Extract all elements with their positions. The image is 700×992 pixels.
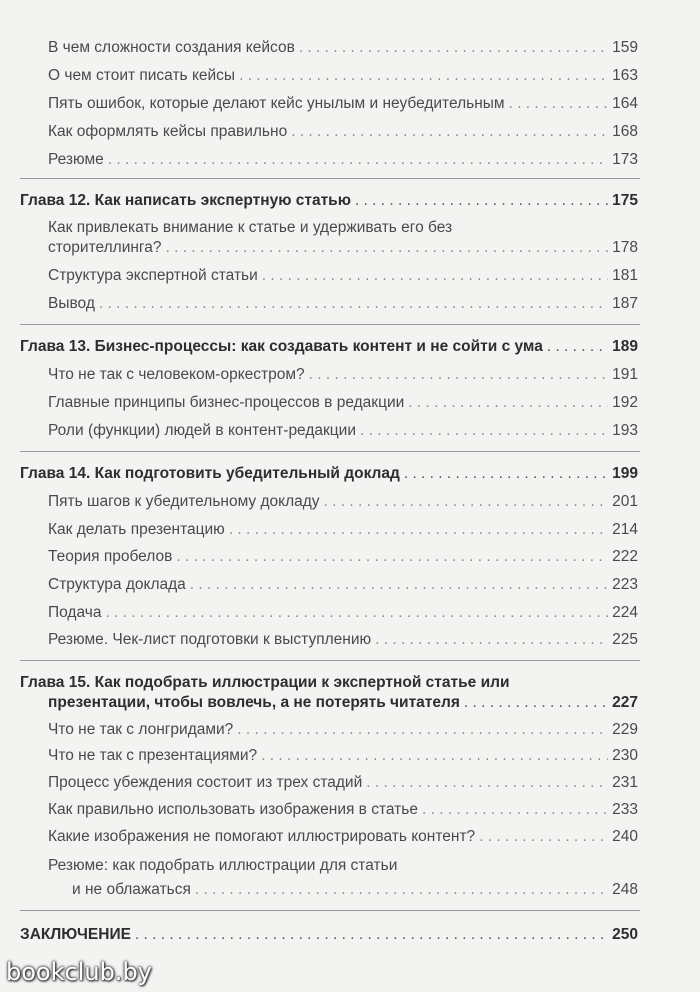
toc-entry[interactable] xyxy=(48,720,638,740)
toc-entry-title: Как оформлять кейсы правильно xyxy=(48,123,288,140)
toc-entry[interactable] xyxy=(48,492,638,512)
dot-leader xyxy=(324,492,609,512)
toc-entry-title: Что не так с человеком-оркестром? xyxy=(48,366,305,383)
toc-entry-title: Какие изображения не помогают иллюстрировать контент? xyxy=(48,828,476,845)
toc-entry[interactable] xyxy=(48,421,638,441)
toc-chapter-title-line[interactable]: Глава 15. Как подобрать иллюстрации к экспертной статье или xyxy=(20,674,510,691)
toc-entry-page: 223 xyxy=(612,576,638,593)
toc-chapter-page: 199 xyxy=(612,465,638,482)
toc-chapter-page: 227 xyxy=(612,694,638,711)
toc-entry-title: и не облажаться xyxy=(72,881,191,898)
toc-entry-title: Подача xyxy=(48,604,102,621)
dot-leader xyxy=(108,150,608,170)
toc-entry-page: 229 xyxy=(612,721,638,738)
toc-entry-page: 164 xyxy=(612,95,638,112)
toc-entry-page: 159 xyxy=(612,39,638,56)
dot-leader xyxy=(229,520,608,540)
toc-entry-title: Структура экспертной статьи xyxy=(48,267,258,284)
dot-leader xyxy=(99,294,608,314)
toc-entry-title: Процесс убеждения состоит из трех стадий xyxy=(48,774,363,791)
toc-entry[interactable] xyxy=(48,520,638,540)
toc-entry-page: 224 xyxy=(612,604,638,621)
toc-entry-title: Как правильно использовать изображения в статье xyxy=(48,801,418,818)
toc-entry-page: 240 xyxy=(612,828,638,845)
toc-entry-title: Что не так с презентациями? xyxy=(48,747,258,764)
toc-chapter-title: Глава 13. Бизнес-процессы: как создавать контент и не сойти с ума xyxy=(20,338,543,355)
dot-leader xyxy=(479,827,608,847)
dot-leader xyxy=(375,630,608,650)
toc-entry[interactable] xyxy=(48,575,638,595)
dot-leader xyxy=(509,94,609,114)
toc-entry-title: В чем сложности создания кейсов xyxy=(48,39,295,56)
toc-entry[interactable] xyxy=(48,827,638,847)
toc-entry-page: 173 xyxy=(612,151,638,168)
dot-leader xyxy=(366,773,608,793)
toc-entry[interactable] xyxy=(48,66,638,86)
toc-entry-title: О чем стоит писать кейсы xyxy=(48,67,236,84)
dot-leader xyxy=(237,720,608,740)
dot-leader xyxy=(299,38,608,58)
toc-entry[interactable] xyxy=(48,294,638,314)
toc-entry-page: 222 xyxy=(612,548,638,565)
toc-entry-page: 178 xyxy=(612,239,638,256)
dot-leader xyxy=(135,925,608,945)
dot-leader xyxy=(165,238,608,258)
toc-entry-title: Роли (функции) людей в контент-редакции xyxy=(48,422,356,439)
toc-entry[interactable] xyxy=(48,94,638,114)
toc-entry-title: Пять шагов к убедительному докладу xyxy=(48,493,320,510)
toc-entry[interactable] xyxy=(48,773,638,793)
dot-leader xyxy=(261,746,608,766)
toc-entry-title: Пять ошибок, которые делают кейс унылым и неубедительным xyxy=(48,95,505,112)
toc-conclusion-page: 250 xyxy=(612,926,638,943)
dot-leader xyxy=(291,122,608,142)
toc-chapter-title: Глава 14. Как подготовить убедительный доклад xyxy=(20,465,400,482)
toc-entry-page: 230 xyxy=(612,747,638,764)
dot-leader xyxy=(190,575,608,595)
toc-chapter-page: 189 xyxy=(612,338,638,355)
dot-leader xyxy=(464,693,608,713)
toc-entry[interactable] xyxy=(48,266,638,286)
toc-entry-title: Как делать презентацию xyxy=(48,521,225,538)
toc-entry-title: сторителлинга? xyxy=(48,239,162,256)
toc-entry-title: Структура доклада xyxy=(48,576,186,593)
toc-entry-title: Главные принципы бизнес-процессов в редакции xyxy=(48,394,405,411)
dot-leader xyxy=(105,603,608,623)
toc-chapter-page: 175 xyxy=(612,192,638,209)
toc-entry-title: Что не так с лонгридами? xyxy=(48,721,234,738)
dot-leader xyxy=(404,464,608,484)
dot-leader xyxy=(239,66,608,86)
toc-entry[interactable] xyxy=(48,38,638,58)
toc-chapter-title: Глава 12. Как написать экспертную статью xyxy=(20,192,351,209)
toc-entry-page: 248 xyxy=(612,881,638,898)
toc-entry[interactable] xyxy=(48,630,638,650)
toc-entry-page: 225 xyxy=(612,631,638,648)
toc-entry[interactable] xyxy=(48,393,638,413)
dot-leader xyxy=(309,365,608,385)
toc-entry[interactable] xyxy=(48,365,638,385)
section-divider xyxy=(20,660,640,661)
toc-entry-page: 231 xyxy=(612,774,638,791)
dot-leader xyxy=(262,266,608,286)
toc-entry-page: 191 xyxy=(612,366,638,383)
toc-entry-title: Резюме. Чек-лист подготовки к выступлению xyxy=(48,631,372,648)
toc-entry-page: 187 xyxy=(612,295,638,312)
toc-entry-title: Резюме xyxy=(48,151,104,168)
toc-chapter[interactable] xyxy=(20,191,638,211)
toc-conclusion[interactable] xyxy=(20,925,638,945)
dot-leader xyxy=(360,421,608,441)
toc-entry-title-line[interactable]: Как привлекать внимание к статье и удерживать его без xyxy=(48,219,453,236)
toc-entry[interactable] xyxy=(48,800,638,820)
toc-entry-page: 181 xyxy=(612,267,638,284)
toc-entry-page: 163 xyxy=(612,67,638,84)
toc-entry[interactable] xyxy=(48,746,638,766)
toc-chapter[interactable] xyxy=(20,337,638,357)
dot-leader xyxy=(408,393,608,413)
section-divider xyxy=(20,178,640,179)
toc-entry[interactable] xyxy=(48,547,638,567)
dot-leader xyxy=(547,337,608,357)
toc-entry[interactable] xyxy=(48,603,638,623)
toc-entry-title: Вывод xyxy=(48,295,95,312)
section-divider xyxy=(20,324,640,325)
toc-entry[interactable] xyxy=(48,122,638,142)
toc-chapter-title: презентации, чтобы вовлечь, а не потерять читателя xyxy=(48,694,460,711)
dot-leader xyxy=(195,880,608,900)
toc-entry-title: Теория пробелов xyxy=(48,548,173,565)
toc-entry[interactable] xyxy=(72,880,638,900)
section-divider xyxy=(20,910,640,911)
dot-leader xyxy=(355,191,608,211)
site-watermark: bookclub.by xyxy=(6,958,152,986)
toc-entry-page: 168 xyxy=(612,123,638,140)
toc-entry-page: 192 xyxy=(612,394,638,411)
dot-leader xyxy=(422,800,608,820)
toc-conclusion-title: ЗАКЛЮЧЕНИЕ xyxy=(20,926,131,943)
toc-entry[interactable] xyxy=(48,238,638,258)
toc-entry-page: 201 xyxy=(612,493,638,510)
toc-entry-page: 214 xyxy=(612,521,638,538)
dot-leader xyxy=(176,547,608,567)
toc-entry-page: 233 xyxy=(612,801,638,818)
toc-entry-title-line[interactable]: Резюме: как подобрать иллюстрации для статьи xyxy=(48,857,398,874)
section-divider xyxy=(20,451,640,452)
toc-entry-page: 193 xyxy=(612,422,638,439)
toc-chapter[interactable] xyxy=(20,464,638,484)
toc-entry[interactable] xyxy=(48,150,638,170)
toc-chapter[interactable] xyxy=(48,693,638,713)
